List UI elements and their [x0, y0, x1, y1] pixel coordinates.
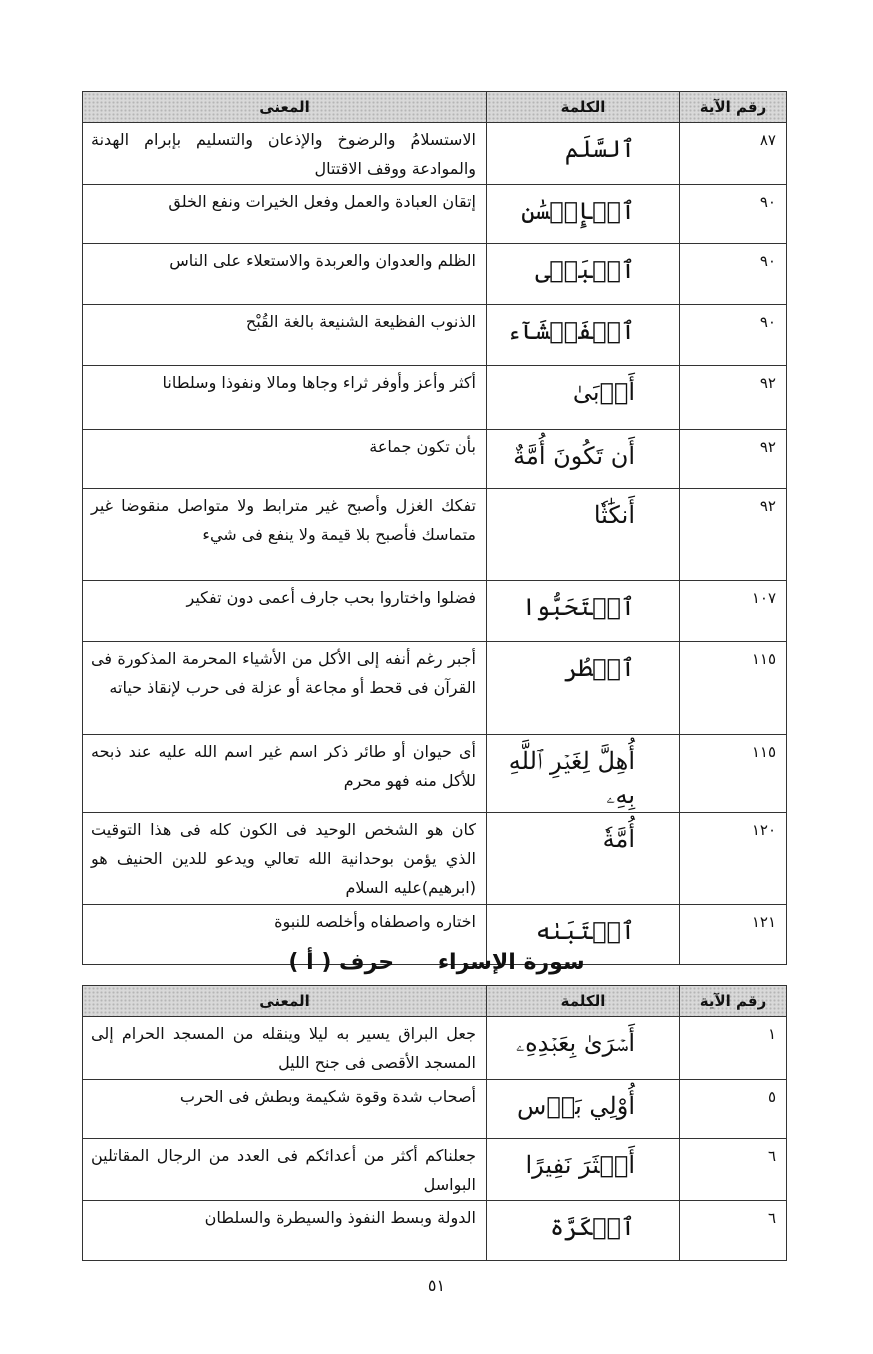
word-meaning: أجبر رغم أنفه إلى الأكل من الأشياء المحرمة المذكورة فى القرآن فى قحط أو مجاعة أو عزلة فى حرب لإنقاذ حياته — [83, 642, 487, 735]
verse-number: ٩٠ — [680, 305, 787, 366]
quran-word: ٱلۡإِحۡسَٰن — [487, 185, 680, 244]
word-meaning: الظلم والعدوان والعربدة والاستعلاء على الناس — [83, 244, 487, 305]
word-meaning: أصحاب شدة وقوة شكيمة وبطش فى الحرب — [83, 1080, 487, 1139]
word-meaning: جعل البراق يسير به ليلا وينقله من المسجد الحرام إلى المسجد الأقصى فى جنح الليل — [83, 1017, 487, 1080]
verse-number: ٩٢ — [680, 430, 787, 489]
quran-word: ٱلۡبَغۡى — [487, 244, 680, 305]
verse-number: ٩٢ — [680, 489, 787, 581]
verse-number: ٥ — [680, 1080, 787, 1139]
table-row — [83, 244, 787, 305]
verse-number: ١٢١ — [680, 905, 787, 965]
table-row — [83, 642, 787, 735]
verse-number: ٨٧ — [680, 123, 787, 185]
page-number: ٥١ — [427, 1276, 446, 1295]
table-row — [83, 735, 787, 813]
verse-number: ١١٥ — [680, 642, 787, 735]
word-meaning: الذنوب الفظيعة الشنيعة بالغة القُبْح — [83, 305, 487, 366]
table-header-row — [83, 92, 787, 123]
word-meaning: جعلناكم أكثر من أعدائكم فى العدد من الرجال المقاتلين البواسل — [83, 1139, 487, 1201]
word-meaning: بأن تكون جماعة — [83, 430, 487, 489]
letter-label: حرف ( أ ) — [288, 950, 395, 975]
table-row — [83, 1201, 787, 1261]
verse-number: ٦ — [680, 1139, 787, 1201]
header-word: الكلمة — [487, 92, 680, 123]
word-meaning: أكثر وأعز وأوفر ثراء وجاها ومالا ونفوذا وسلطانا — [83, 366, 487, 430]
verse-number: ١٠٧ — [680, 581, 787, 642]
table-header-row — [83, 986, 787, 1017]
verse-number: ٩٠ — [680, 185, 787, 244]
header-verse-number: رقم الآية — [680, 986, 787, 1017]
word-meaning: إتقان العبادة والعمل وفعل الخيرات ونفع الخلق — [83, 185, 487, 244]
table-row — [83, 581, 787, 642]
table-row — [83, 123, 787, 185]
verse-number: ١١٥ — [680, 735, 787, 813]
quran-word: ٱضۡطُر — [487, 642, 680, 735]
table-row — [83, 489, 787, 581]
word-meaning: كان هو الشخص الوحيد فى الكون كله فى هذا التوقيت الذي يؤمن بوحدانية الله تعالي ويدعو للدين الحنيف هو (ابرهيم)عليه السلام — [83, 813, 487, 905]
header-meaning: المعنى — [83, 92, 487, 123]
quran-word: ٱلۡكَرَّة — [487, 1201, 680, 1261]
quran-word: أَرۡبَىٰ — [487, 366, 680, 430]
table-row — [83, 1139, 787, 1201]
header-word: الكلمة — [487, 986, 680, 1017]
table-row — [83, 305, 787, 366]
quran-word: ٱجۡتَبَىٰه — [487, 905, 680, 965]
quran-word: أَسۡرَىٰ بِعَبۡدِهِۦ — [487, 1017, 680, 1080]
quran-word: أَكۡثَرَ نَفِيرًا — [487, 1139, 680, 1201]
table-row — [83, 430, 787, 489]
table-row — [83, 366, 787, 430]
quran-word: ٱلسَّلَم — [487, 123, 680, 185]
surah-title: سورة الإسراء — [437, 950, 585, 975]
word-meaning: اختاره واصطفاه وأخلصه للنبوة — [83, 905, 487, 965]
quran-word: أُوْلِي بَأۡس — [487, 1080, 680, 1139]
verse-number: ٦ — [680, 1201, 787, 1261]
verse-number: ١٢٠ — [680, 813, 787, 905]
quran-word: أَن تَكُونَ أُمَّةٌ — [487, 430, 680, 489]
verse-number: ٩٠ — [680, 244, 787, 305]
quran-word: أَنكَٰثٗا — [487, 489, 680, 581]
word-meaning: تفكك الغزل وأصبح غير مترابط ولا متواصل منقوضا غير متماسك فأصبح بلا قيمة ولا ينفع فى شيء — [83, 489, 487, 581]
word-meaning: أى حيوان أو طائر ذكر اسم غير اسم الله عليه عند ذبحه للأكل منه فهو محرم — [83, 735, 487, 813]
quran-word: ٱسۡتَحَبُّوا — [487, 581, 680, 642]
word-meaning: الاستسلامُ والرضوخ والإذعان والتسليم بإبرام الهدنة والموادعة ووقف الاقتتال — [83, 123, 487, 185]
table-row — [83, 185, 787, 244]
quran-word: ٱلۡفَحۡشَآء — [487, 305, 680, 366]
header-meaning: المعنى — [83, 986, 487, 1017]
header-verse-number: رقم الآية — [680, 92, 787, 123]
glossary-table-nahl — [82, 91, 787, 965]
table-row — [83, 1017, 787, 1080]
verse-number: ١ — [680, 1017, 787, 1080]
glossary-table-isra — [82, 985, 787, 1261]
table-row — [83, 1080, 787, 1139]
section-heading — [0, 950, 873, 975]
word-meaning: الدولة وبسط النفوذ والسيطرة والسلطان — [83, 1201, 487, 1261]
word-meaning: فضلوا واختاروا بحب جارف أعمى دون تفكير — [83, 581, 487, 642]
verse-number: ٩٢ — [680, 366, 787, 430]
table-row — [83, 813, 787, 905]
quran-word: أُمَّةٗ — [487, 813, 680, 905]
quran-word: أُهِلَّ لِغَيۡرِ ٱللَّهِ بِهِۦ — [487, 735, 680, 813]
